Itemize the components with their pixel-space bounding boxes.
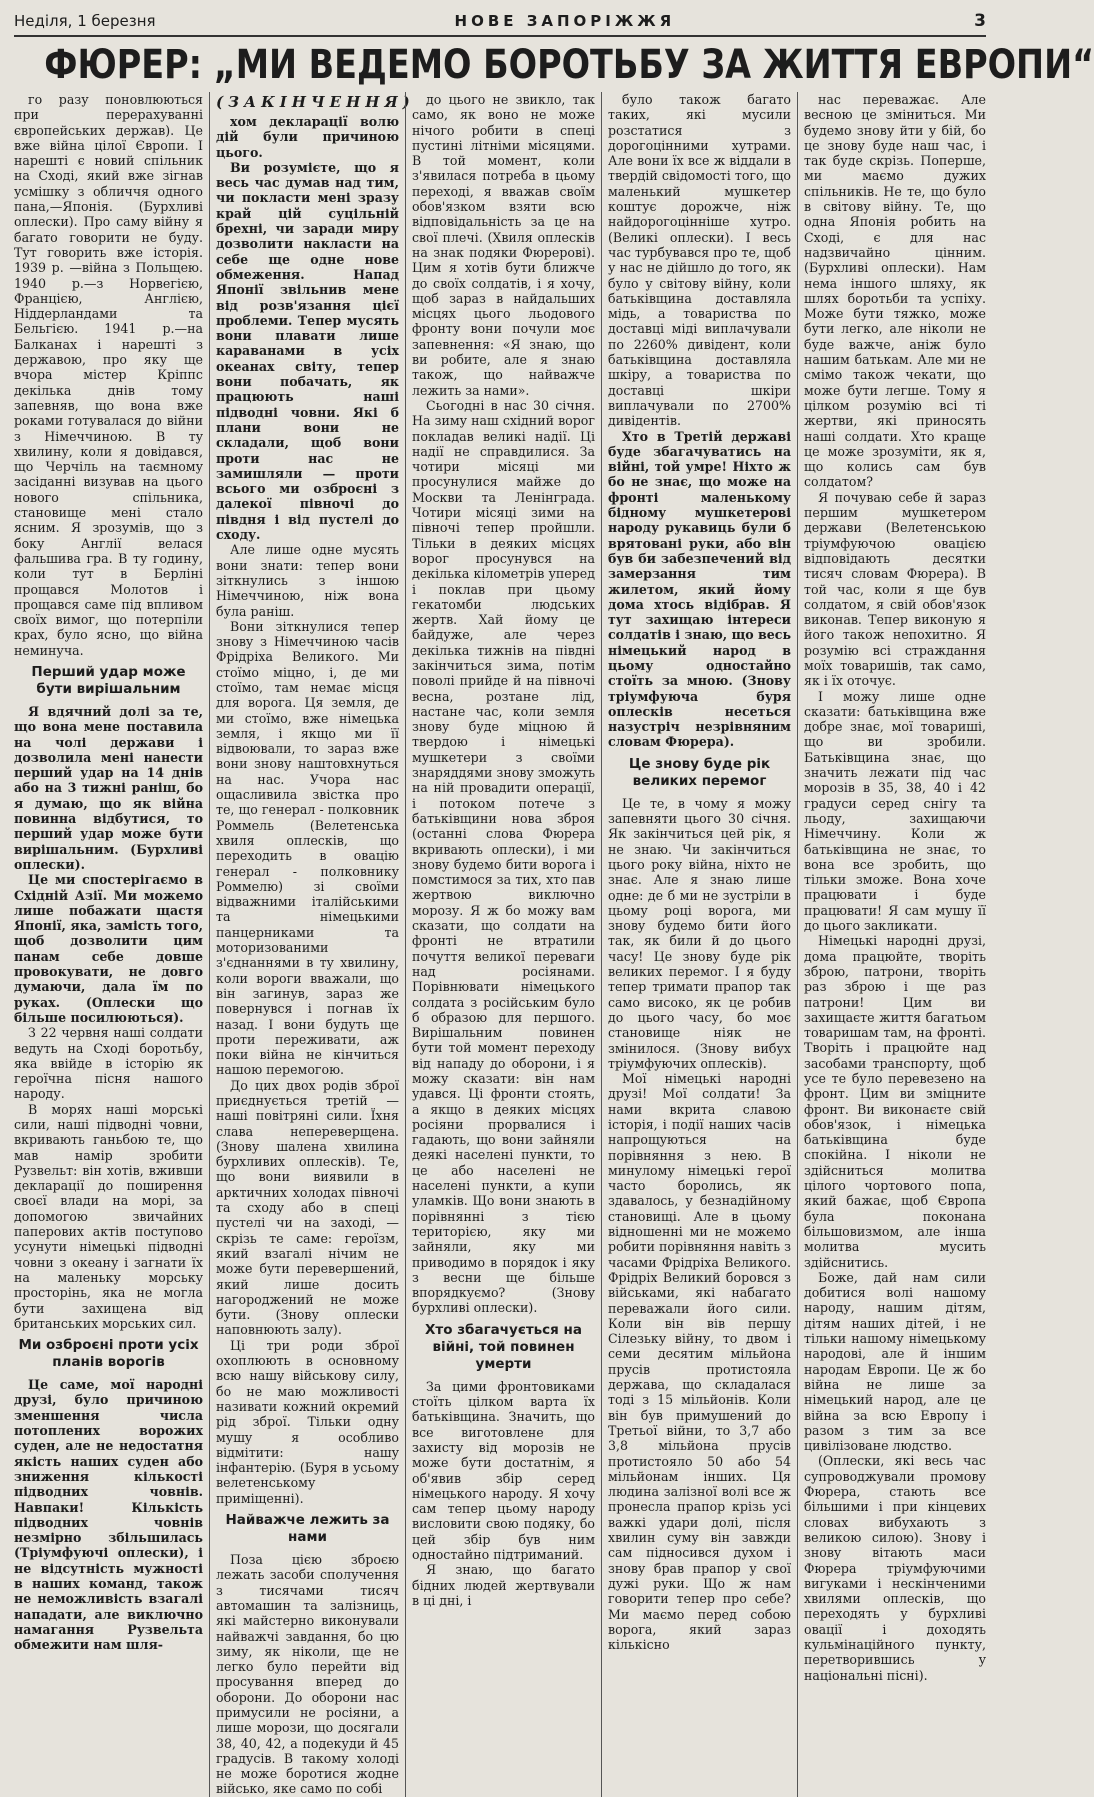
article-paragraph: до цього не звикло, так само, як воно не може нічого робити в спеці пустині літніми місяцями. В той момент, коли з'явилася потреба в цьому переході, я вважав своїм обов'язком взяти всю відповідальність за це на свої плечі. (Хвиля оплесків на знак подяки Фюрерові). Цим я хотів бути ближче до своїх солдатів, і я хочу, щоб зараз в найдальших місцях цього льодового фронту вони почули моє запевнення: «Я знаю, що ви робите, але я знаю також, що найважче лежить за нами». [412, 92, 595, 398]
article-paragraph: Я вдячний долі за те, що вона мене поставила на чолі держави і дозволила мені нанести перший удар на 14 днів або на 3 тижні раніш, бо я думаю, що як війна повинна відбутися, то перший удар може бути вирішальним. (Бурхливі оплески). [14, 703, 203, 872]
article-paragraph: го разу поновлюються при перерахуванні європейських держав). Це вже війна цілої Європи. І нарешті є новий спільник на Сході, який вже зігнав усмішку з обличчя одного пана,—Японія. (Бурхливі оплески). Про саму війну я багато говорити не буду. Тут говорить вже історія. 1939 р. —війна з Польщею. 1940 р.—з Норвегією, Францією, Англією, Ніддерландами та Бельгією. 1941 р.—на Балканах і нарешті з державою, про яку ще вчора містер Кріппс декілька днів тому запевняв, що вона вже роками готувалася до війни з Німеччиною. В ту хвилину, коли я довідався, що Черчіль на таємному засіданні визував на цього нового спільника, становище мені стало ясним. Я зрозумів, що з боку Англії велася фальшива гра. В ту годину, коли тут в Берліні прощався Молотов і прощався саме під впливом своїх вимог, що потерпіли крах, було ясно, що війна неминуча. [14, 92, 203, 658]
article-paragraph: Вони зіткнулися тепер знову з Німеччиною часів Фрідріха Великого. Ми стоїмо міцно, і, де ми стоїмо, там немає місця для ворога. Ця земля, де ми стоїмо, вже німецька земля, і якщо ми її відвоювали, то зараз вже вони знову наштовхнуться на нас. Учора нас ощасливила звістка про те, що генерал - полковник Роммель (Велетенська хвиля оплесків, що переходить в овацію генерал - полковнику Роммелю) зі своїми відважними італійськими та німецькими панцерниками та моторизованими з'єднаннями в ту хвилину, коли вороги вважали, що він загинув, зараз же повернувся і погнав їх назад. І вони будуть ще проти переживати, аж поки війна не кінчиться нашою перемогою. [216, 618, 399, 1078]
column-4 [601, 92, 797, 1797]
section-heading: Ми озброєні проти усіх планів ворогів [18, 1337, 199, 1371]
column-5 [797, 92, 992, 1797]
article-paragraph: Ці три роди зброї охоплюють в основному всю нашу військову силу, бо не маю можливості називати кожний окремий рід зброї. Тільки одну мушу я особливо відмітити: нашу інфантерію. (Буря в усьому велетенському приміщенні). [216, 1337, 399, 1506]
issue-date: Неділя, 1 березня [14, 12, 156, 30]
article-paragraph: Боже, дай нам сили добитися волі нашому народу, нашим дітям, дітям наших дітей, і не тільки нашому німецькому народові, але й іншим народам Европи. Це ж бо війна не лише за німецький народ, але це війна за всю Европу і разом з тим за все цивілізоване людство. [804, 1269, 986, 1454]
article-columns [14, 92, 986, 1797]
article-paragraph: Хто в Третій державі буде збагачуватись на війні, той умре! Ніхто ж бо не знає, що може на фронті маленькому бідному мушкетерові народу рукавиць були б врятовані руки, або він був би забезпечений від замерзання тим жилетом, який йому дома хтось відібрав. Я тут захищаю інтереси солдатів і знаю, що весь німецький народ в цьому одностайно стоїть за мною. (Знову тріумфуюча буря оплесків несеться назустріч незрівняним словам Фюрера). [608, 428, 791, 750]
header-rule [14, 35, 986, 37]
column-3 [405, 92, 601, 1797]
article-paragraph: Німецькі народні друзі, дома працюйте, творіть зброю, патрони, творіть раз зброю і ще раз патрони! Цим ви захищаєте життя багатьом товаришам там, на фронті. Творіть і працюйте над засобами транспорту, щоб усе те було перевезено на фронт. Цим ви зміцните фронт. Ви виконаєте свій обов'язок, і німецька батьківщина буде спокійна. І ніколи не здійсниться молитва цілого чортового попа, який бажає, щоб Європа була поконана більшовизмом, але інша молитва мусить здійснитись. [804, 933, 986, 1270]
section-heading: Найважче лежить за нами [225, 1512, 390, 1546]
article-paragraph: Я почуваю себе й зараз першим мушкетером держави (Велетенською тріумфуючою овацією відповідають десятки тисяч словам Фюрера). В той час, коли я ще був солдатом, я свій обов'язок виконав. Тепер виконую я його також непохитно. Я розумію всі страждання моїх товаришів, так само, як і їх оточує. [804, 489, 986, 689]
article-paragraph: хом декларації волю дій були причиною цього. [216, 114, 399, 160]
article-paragraph: Поза цією зброєю лежать засоби сполучення з тисячами тисяч автомашин та залізниць, які майстерно виконували найважчі завдання, бо цю зиму, як ніколи, ще не легко було перейти від просування вперед до оборони. До оборони нас примусили не росіяни, а лише морози, що досягали 38, 40, 42, а подекуди й 45 градусів. В такому холоді не може боротися жодне військо, яке само по собі [216, 1552, 399, 1797]
section-heading: Перший удар може бути вирішальним [31, 663, 186, 697]
article-paragraph: Ви розумієте, що я весь час думав над тим, чи покласти мені зразу край цій суцільній брехні, чи заради миру дозволити накласти на себе ще одне нове обмеження. Напад Японії звільнив мене від розв'язання цієї проблеми. Тепер мусять вони плавати лише караванами в усіх океанах світу, тепер вони побачать, як працюють наші підводні човни. Які б плани вони не складали, щоб вони проти нас не замишляли — проти всього ми озброєні з далекої півночі до півдня і від пустелі до сходу. [216, 159, 399, 543]
article-paragraph: Але лише одне мусять вони знати: тепер вони зіткнулись з іншою Німеччиною, ніж вона була раніш. [216, 542, 399, 619]
section-heading: Це знову буде рік великих перемог [628, 755, 771, 789]
article-paragraph: нас переважає. Але весною це зміниться. Ми будемо знову йти у бій, бо це знову буде наш час, і так буде скрізь. Поперше, ми маємо дужих спільників. Не те, що було в світову війну. Те, що одна Японія робить на Сході, є для нас надзвичайно цінним. (Бурхливі оплески). Нам нема іншого шляху, як шлях боротьби та успіху. Може бути тяжко, може бути легко, але ніколи не буде важче, аніж було нашим батькам. Але ми не смімо також чекати, що може бути легше. Тому я цілком розумію всі ті жертви, які приносять наші солдати. Хто краще це може зрозуміти, як я, що колись сам був солдатом? [804, 92, 986, 490]
article-paragraph: Це те, в чому я можу запевняти цього 30 січня. Як закінчиться цей рік, я не знаю. Чи закінчиться цього року війна, ніхто не знає. Але я знаю лише одне: де б ми не зустріли в цьому році ворога, ми знову будемо бити його так, як били й до цього часу! Це знову буде рік великих перемог. І я буду тепер тримати прапор так само високо, як це робив до цього часу, бо моє становище ніяк не змінилося. (Знову вибух тріумфуючих оплесків). [608, 795, 791, 1071]
article-paragraph: І можу лише одне сказати: батьківщина вже добре знає, мої товариші, що ви зробили. Батьківщина знає, що значить лежати під час морозів в 35, 38, 40 і 42 градуси серед снігу та льоду, захищаючи Німеччину. Коли ж батьківщина не знає, то вона все зробить, що тільки зможе. Вона хоче працювати і буде працювати! Я сам мушу її до цього закликати. [804, 688, 986, 934]
article-paragraph: За цими фронтовиками стоїть цілком варта їх батьківщина. Значить, що все виготовлене для захисту від морозів не може бути достатнім, я об'явив збір серед німецького народу. Я хочу сам тепер цьому народу висловити свою подяку, бо цей збір був ним одностайно підтриманий. [412, 1378, 595, 1563]
page-header [14, 8, 986, 34]
article-paragraph: Сьогодні в нас 30 січня. На зиму наш східний ворог покладав великі надії. Ці надії не справдилися. За чотири місяці ми просунулися майже до Москви та Ленінграда. Чотири місяці зими на півночі тепер пройшли. Тільки в деяких місцях ворог просунувся на декілька кілометрів уперед і поклав при цьому гекатомби людських жертв. Хай йому це байдуже, але через декілька тижнів на півдні закінчиться зима, потім поволі прийде й на півночі весна, розтане лід, настане час, коли земля знову буде міцною й твердою і німецькі мушкетери з своїми знаряддями знову зможуть на ній провадити операції, і потоком потече з батьківщини нова зброя (останні слова Фюрера вкривають оплески), і ми знову будемо бити ворога і помстимося за тих, хто пав жертвою виключно морозу. Я ж бо можу вам сказати, що солдати на фронті не втратили почуття великої переваги над росіянами. Порівнювати німецького солдата з російським було б образою для першого. Вирішальним повинен бути той момент переходу від нападу до оборони, і я можу сказати: він нам удався. Ці фронти стоять, а якщо в деяких місцях росіяни прорвалися і гадають, що вони зайняли деякі населені пункти, то це або населені не населені пункти, а купи уламків. Що вони знають в порівнянні з тією територією, яку ми зайняли, яку ми приводимо в порядок і яку з весни ще більше впорядкуємо? (Знову бурхливі оплески). [412, 397, 595, 1316]
column-2 [209, 92, 415, 1797]
column-1 [14, 92, 209, 1797]
article-paragraph: Це саме, мої народні друзі, було причиною зменшення числа потоплених ворожих суден, але не недостатня якість наших суден або зниження кількості підводних човнів. Навпаки! Кількість підводних човнів незмірно збільшилась (Тріумфуючі оплески), і не відсутність мужності в наших команд, також не неможливість взагалі нападати, але виключно намагання Рузвельта обмежити нам шля- [14, 1377, 203, 1653]
article-paragraph: Я знаю, що багато бідних людей жертвували в ці дні, і [412, 1562, 595, 1608]
article-paragraph: До цих двох родів зброї приєднується третій — наші повітряні сили. Їхня слава непереверщена. (Знову шалена хвилина бурхливих оплесків). Те, що вони виявили в арктичних холодах півночі та сходу або в спеці пустелі чи на заході, — скрізь те саме: героїзм, який взагалі нічим не може бути перевершений, який лише досить нагороджений не може бути. (Знову оплески наповнюють залу). [216, 1077, 399, 1338]
article-paragraph: В морях наші морські сили, наші підводні човни, вкривають ганьбою те, що мав намір зробити Рузвельт: він хотів, вживши декларації до поширення своєї влади на морі, за допомогою звичайних паперових актів поступово усунути німецькі підводні човни з океану і загнати їх на маленьку морську просторінь, яка не могла бути захищена від британських морських сил. [14, 1101, 203, 1331]
article-paragraph: Це ми спостерігаємо в Східній Азії. Ми можемо лише побажати щастя Японії, яка, замість того, щоб дозволити цим панам себе довше провокувати, не довго думаючи, дала їм по руках. (Оплески що більше посилюються). [14, 872, 203, 1025]
article-paragraph: З 22 червня наші солдати ведуть на Сході боротьбу, яка ввійде в історію як героїчна пісня нашого народу. [14, 1025, 203, 1102]
article-headline: ФЮРЕР: „МИ ВЕДЕМО БОРОТЬБУ ЗА ЖИТТЯ ЕВРОПИ“ [44, 42, 1094, 88]
article-paragraph: Мої німецькі народні друзі! Мої солдати! За нами вкрита славою історія, і події наших часів напрощуються на порівняння з нею. В минулому німецькі герої часто боролись, як здавалось, у безнадійному становищі. Але в цьому відношенні ми не можемо робити порівняння навіть з часами Фрідріха Великого. Фрідріх Великий боровся з військами, які набагато переважали його сили. Коли він вів першу Сілезьку війну, то двом і семи десятим мільйона прусів протистояла держава, що складалася тоді з 15 мільйонів. Коли він був примушений до Третьої війни, то 3,7 або 3,8 мільйона прусів протистояло 50 або 54 мільйонам інших. Ця людина залізної волі все ж пронесла прапор крізь усі важкі удари долі, після хвилин суму він завжди сам підносився духом і знову брав прапор у свої дужі руки. Що ж нам говорити тепер про себе? Ми маємо перед собою ворога, який зараз кількісно [608, 1071, 791, 1653]
article-subtitle: (ЗАКІНЧЕННЯ) [216, 93, 415, 111]
page-number: 3 [974, 11, 986, 31]
article-paragraph: було також багато таких, які мусили розстатися з дорогоцінними хутрами. Але вони їх все ж віддали в твердій свідомості того, що маленький мушкетер коштує дорожче, ніж найдорогоцінніше хутро. (Великі оплески). І весь час турбувався про те, щоб у нас не дійшло до того, як було у світову війну, коли батьківщина доставляла мідь, а товариства по доставці міді виплачували по 2260% дивідент, коли батьківщина доставляла шкіру, а товариства по доставці шкіри виплачували по 2700% дивідентів. [608, 92, 791, 429]
newspaper-name: НОВЕ ЗАПОРІЖЖЯ [454, 12, 676, 30]
article-paragraph: (Оплески, які весь час супроводжували промову Фюрера, стають все більшими і при кінцевих словах вибухають з великою силою). Знову і знову вітають маси Фюрера тріумфуючими вигуками і нескінченими хвилями оплесків, що переходять у бурхливі овації і доходять кульмінаційного пункту, перетворившись у національні пісні). [804, 1453, 986, 1683]
section-heading: Хто збагачується на війні, той повинен умерти [425, 1321, 582, 1372]
